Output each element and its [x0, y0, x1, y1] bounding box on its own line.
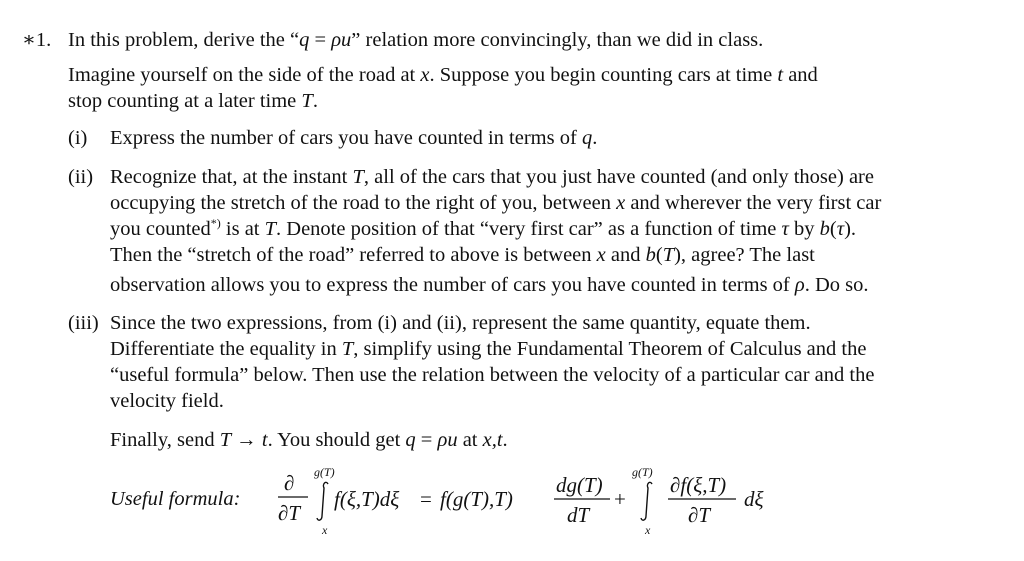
integral-sign-2	[641, 482, 652, 520]
part-iii-label: (iii)	[68, 312, 99, 334]
part-i-label: (i)	[68, 127, 88, 149]
formula-plus: +	[614, 487, 626, 511]
problem-intro: In this problem, derive the “q = ρu” relation more convincingly, than we did in class.	[68, 29, 764, 51]
part-ii-line-3: you counted*) is at T. Denote position of that “very first car” as a function of time τ by b(τ).	[110, 216, 857, 240]
formula-lower-limit-2: x	[645, 523, 651, 537]
formula-dxi: dξ	[744, 487, 764, 511]
setup-line-1: Imagine yourself on the side of the road at x. Suppose you begin counting cars at time t and	[68, 64, 818, 86]
useful-formula	[270, 462, 790, 542]
formula-rhs-term: f(g(T),T)	[440, 487, 513, 511]
part-ii-line-4: Then the “stretch of the road” referred to above is between x and b(T), agree? The last	[110, 244, 815, 266]
part-ii-line-5: observation allows you to express the number of cars you have counted in terms of ρ. Do so.	[110, 274, 869, 296]
formula-pf-top: ∂f(ξ,T)	[670, 473, 727, 497]
part-i-text: Express the number of cars you have counted in terms of q.	[110, 127, 598, 149]
part-iii-line-3: “useful formula” below. Then use the relation between the velocity of a particular car and the	[110, 364, 875, 386]
integral-sign-1	[317, 482, 328, 520]
setup-line-2: stop counting at a later time T.	[68, 90, 318, 112]
formula-lower-limit-1: x	[322, 523, 328, 537]
formula-svg	[270, 462, 790, 542]
formula-upper-limit-2: g(T)	[632, 465, 653, 479]
part-iii-line-4: velocity field.	[110, 390, 224, 412]
finally-line: Finally, send T → t. You should get q = ρu at x,t.	[110, 429, 508, 451]
formula-pf-bottom: ∂T	[688, 503, 711, 527]
part-ii-label: (ii)	[68, 166, 94, 188]
formula-equals: =	[420, 487, 432, 511]
formula-partial-top: ∂	[284, 471, 295, 495]
formula-upper-limit-1: g(T)	[314, 465, 335, 479]
useful-formula-label: Useful formula:	[110, 488, 241, 510]
part-ii-line-1: Recognize that, at the instant T, all of the cars that you just have counted (and only those) are	[110, 166, 874, 188]
formula-dg-top: dg(T)	[556, 473, 603, 497]
problem-number: ∗1.	[22, 29, 52, 51]
part-iii-line-1: Since the two expressions, from (i) and (ii), represent the same quantity, equate them.	[110, 312, 811, 334]
formula-dg-bottom: dT	[567, 503, 590, 527]
formula-partial-bottom: ∂T	[278, 501, 301, 525]
part-ii-line-2: occupying the stretch of the road to the right of you, between x and wherever the very first car	[110, 192, 882, 214]
part-iii-line-2: Differentiate the equality in T, simplify using the Fundamental Theorem of Calculus and the	[110, 338, 867, 360]
formula-integrand-1: f(ξ,T)dξ	[334, 487, 400, 511]
